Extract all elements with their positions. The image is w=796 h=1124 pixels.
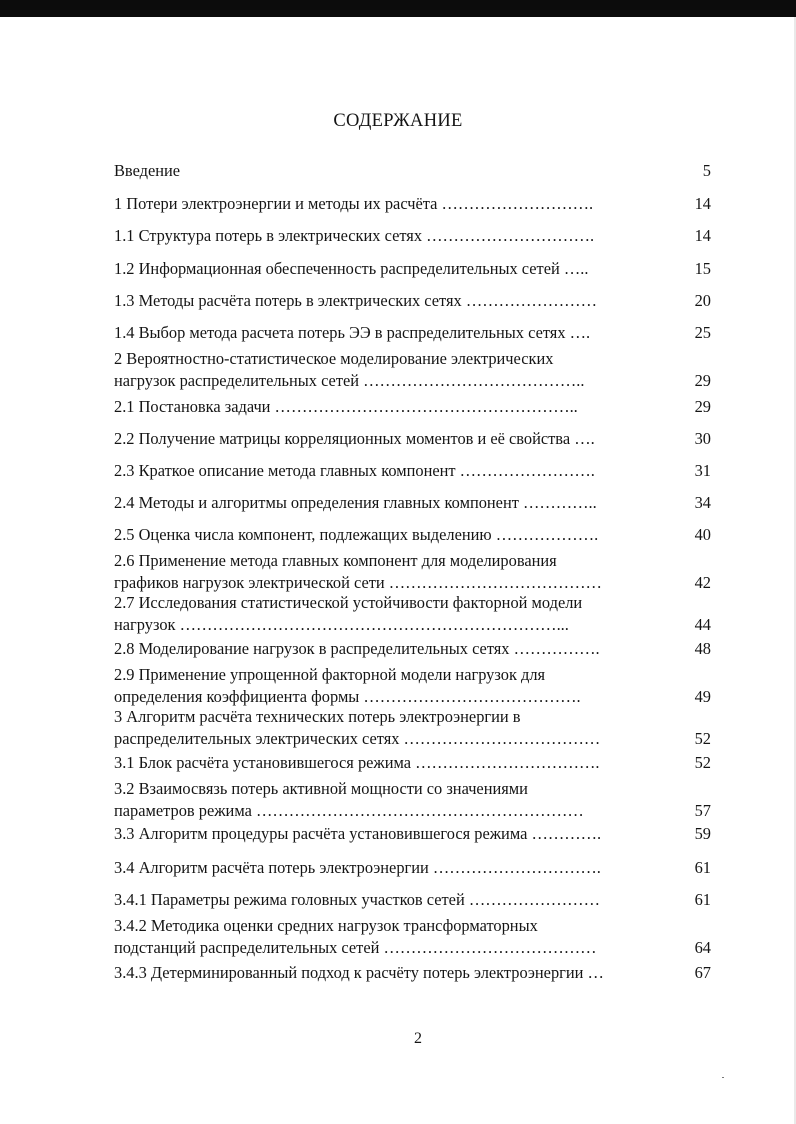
toc-entry-page: 34 (694, 493, 711, 512)
toc-entry-title: 2.8 Моделирование нагрузок в распределительных сетях ……………. (114, 639, 600, 658)
toc-entry-page: 67 (694, 963, 711, 982)
toc-entry-page: 61 (694, 858, 711, 877)
toc-entry-introduction (114, 160, 734, 182)
toc-entry-page: 20 (694, 291, 711, 310)
toc-entry-title: 1.1 Структура потерь в электрических сетях …………………………. (114, 226, 595, 245)
toc-entry-title-line-1: 3.4.2 Методика оценки средних нагрузок трансформаторных (114, 916, 538, 935)
toc-entry-title-line-1: 2.7 Исследования статистической устойчивости факторной модели (114, 593, 583, 612)
toc-entry-title-line-2: определения коэффициента формы …………………………………. (114, 687, 581, 706)
toc-entry-3-4-2 (114, 915, 734, 959)
toc-entry-3-2 (114, 778, 734, 822)
toc-entry-2-8 (114, 638, 734, 660)
toc-entry-title: 3.4.3 Детерминированный подход к расчёту потерь электроэнергии … (114, 963, 604, 982)
toc-entry-page: 14 (694, 226, 711, 245)
toc-entry-title: 1.2 Информационная обеспеченность распределительных сетей ….. (114, 259, 589, 278)
toc-entry-3-4-3 (114, 962, 734, 984)
toc-entry-title-line-2: распределительных электрических сетях ……………………………… (114, 729, 601, 748)
toc-entry-page: 64 (694, 938, 711, 957)
toc-entry-3-4-1 (114, 889, 734, 911)
page-number: 2 (414, 1030, 422, 1047)
toc-entry-title: 2.1 Постановка задачи ……………………………………………….. (114, 397, 578, 416)
toc-entry-page: 52 (694, 753, 711, 772)
toc-entry-title: 2.5 Оценка числа компонент, подлежащих выделению ………………. (114, 525, 599, 544)
toc-entry-2-2 (114, 428, 734, 450)
toc-entry-title-line-1: 3 Алгоритм расчёта технических потерь электроэнергии в (114, 707, 521, 726)
toc-entry-page: 59 (694, 824, 711, 843)
toc-entry-page: 5 (702, 161, 711, 180)
toc-entry-title-line-1: 3.2 Взаимосвязь потерь активной мощности со значениями (114, 779, 528, 798)
toc-entry-page: 49 (694, 687, 711, 706)
toc-entry-title: 1.3 Методы расчёта потерь в электрических сетях …………………… (114, 291, 597, 310)
toc-entry-title: 2.3 Краткое описание метода главных компонент ……………………. (114, 461, 595, 480)
toc-entry-title: 1.4 Выбор метода расчета потерь ЭЭ в распределительных сетях …. (114, 323, 591, 342)
toc-entry-page: 30 (694, 429, 711, 448)
toc-entry-page: 40 (694, 525, 711, 544)
toc-entry-3-4 (114, 857, 734, 879)
toc-entry-2-9 (114, 664, 734, 708)
toc-entry-1-1 (114, 225, 734, 247)
toc-entry-title: 3.1 Блок расчёта установившегося режима ……………………………. (114, 753, 600, 772)
toc-entry-3-3 (114, 823, 734, 845)
toc-entry-2-3 (114, 460, 734, 482)
toc-entry-1 (114, 193, 734, 215)
toc-entry-title: 1 Потери электроэнергии и методы их расчёта ………………………. (114, 194, 594, 213)
toc-entry-1-4 (114, 322, 734, 344)
toc-entry-2-1 (114, 396, 734, 418)
toc-entry-3-1 (114, 752, 734, 774)
toc-entry-title-line-1: 2 Вероятностно-статистическое моделирование электрических (114, 349, 554, 368)
toc-entry-page: 57 (694, 801, 711, 820)
toc-entry-page: 15 (694, 259, 711, 278)
scan-top-border (0, 0, 796, 17)
toc-entry-2-7 (114, 592, 734, 636)
toc-entry-page: 48 (694, 639, 711, 658)
toc-entry-page: 29 (694, 397, 711, 416)
toc-entry-page: 42 (694, 573, 711, 592)
toc-entry-title-line-2: нагрузок распределительных сетей ………………………………….. (114, 371, 585, 390)
toc-entry-title: 3.3 Алгоритм процедуры расчёта установившегося режима …………. (114, 824, 602, 843)
toc-entry-title-line-2: подстанций распределительных сетей ………………………………… (114, 938, 597, 957)
toc-entry-title-line-2: графиков нагрузок электрической сети ………………………………… (114, 573, 602, 592)
toc-heading: СОДЕРЖАНИЕ (333, 111, 463, 131)
toc-entry-1-2 (114, 258, 734, 280)
scan-speck (722, 1077, 724, 1078)
toc-entry-page: 61 (694, 890, 711, 909)
toc-entry-title: Введение (114, 161, 181, 180)
toc-entry-title: 3.4 Алгоритм расчёта потерь электроэнергии …………………………. (114, 858, 601, 877)
toc-entry-page: 44 (694, 615, 711, 634)
toc-entry-2-5 (114, 524, 734, 546)
toc-entry-3 (114, 706, 734, 750)
toc-entry-page: 14 (694, 194, 711, 213)
toc-entry-title: 2.2 Получение матрицы корреляционных моментов и её свойства …. (114, 429, 595, 448)
toc-entry-page: 31 (694, 461, 711, 480)
toc-entry-title: 2.4 Методы и алгоритмы определения главных компонент ………….. (114, 493, 597, 512)
toc-entry-title-line-2: нагрузок ……………………………………………………………... (114, 615, 569, 634)
toc-entry-title-line-2: параметров режима …………………………………………………… (114, 801, 584, 820)
toc-entry-page: 52 (694, 729, 711, 748)
toc-entry-2-4 (114, 492, 734, 514)
toc-entry-1-3 (114, 290, 734, 312)
toc-entry-page: 29 (694, 371, 711, 390)
toc-entry-title: 3.4.1 Параметры режима головных участков сетей …………………… (114, 890, 600, 909)
toc-entry-title-line-1: 2.9 Применение упрощенной факторной модели нагрузок для (114, 665, 546, 684)
toc-entry-page: 25 (694, 323, 711, 342)
toc-entry-2 (114, 348, 734, 392)
toc-entry-2-6 (114, 550, 734, 594)
toc-entry-title-line-1: 2.6 Применение метода главных компонент для моделирования (114, 551, 557, 570)
